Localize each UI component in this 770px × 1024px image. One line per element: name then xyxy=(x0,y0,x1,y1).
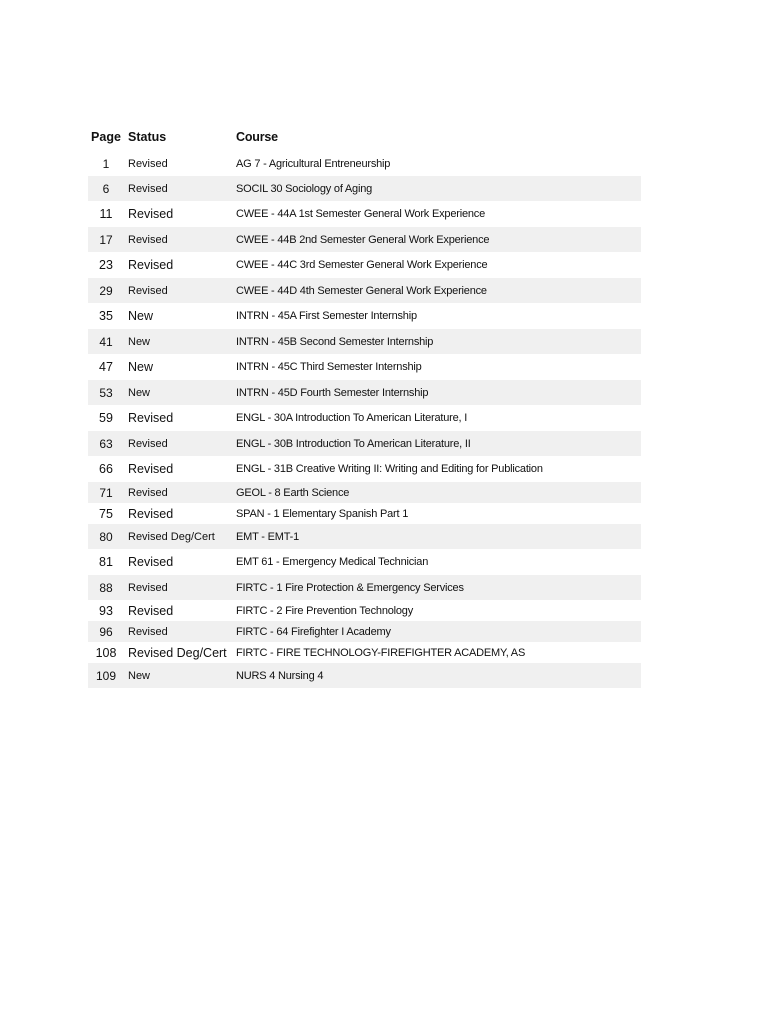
row-course: CWEE - 44D 4th Semester General Work Experience xyxy=(236,284,487,297)
row-status: Revised xyxy=(128,207,174,221)
row-status: Revised xyxy=(128,233,168,246)
row-page: 75 xyxy=(99,506,113,521)
table-row xyxy=(88,524,641,549)
table-row xyxy=(88,354,641,380)
header-page: Page xyxy=(91,130,121,144)
row-course: ENGL - 31B Creative Writing II: Writing and Editing for Publication xyxy=(236,463,543,475)
row-course: FIRTC - 2 Fire Prevention Technology xyxy=(236,604,414,617)
table-row xyxy=(88,621,641,642)
row-course: INTRN - 45A First Semester Internship xyxy=(236,310,417,322)
row-course: CWEE - 44A 1st Semester General Work Experience xyxy=(236,208,485,220)
row-page: 80 xyxy=(99,529,113,544)
row-course: EMT - EMT-1 xyxy=(236,530,299,543)
row-status: New xyxy=(128,669,151,682)
table-row xyxy=(88,431,641,456)
table-row xyxy=(88,503,641,524)
row-page: 23 xyxy=(99,258,113,272)
row-status: Revised Deg/Cert xyxy=(128,530,215,543)
row-page: 35 xyxy=(99,309,113,323)
row-status: New xyxy=(128,309,154,323)
header-status: Status xyxy=(128,130,167,144)
row-course: FIRTC - 64 Firefighter I Academy xyxy=(236,625,391,638)
row-page: 108 xyxy=(95,645,117,660)
row-page: 6 xyxy=(102,181,110,196)
row-status: Revised xyxy=(128,603,174,618)
row-course: ENGL - 30A Introduction To American Literature, I xyxy=(236,412,468,424)
table-row xyxy=(88,482,641,503)
row-page: 59 xyxy=(99,411,113,425)
row-course: FIRTC - FIRE TECHNOLOGY-FIREFIGHTER ACADEMY, AS xyxy=(236,646,526,659)
row-course: INTRN - 45C Third Semester Internship xyxy=(236,361,422,373)
row-page: 81 xyxy=(99,555,113,569)
table-row xyxy=(88,549,641,575)
row-course: INTRN - 45D Fourth Semester Internship xyxy=(236,386,429,399)
table-row xyxy=(88,600,641,621)
table-row xyxy=(88,575,641,600)
table-row xyxy=(88,663,641,688)
row-status: Revised xyxy=(128,462,174,476)
row-course: ENGL - 30B Introduction To American Literature, II xyxy=(236,437,471,450)
row-course: NURS 4 Nursing 4 xyxy=(236,669,324,682)
row-status: Revised xyxy=(128,258,174,272)
row-course: INTRN - 45B Second Semester Internship xyxy=(236,335,434,348)
row-status: Revised xyxy=(128,284,168,297)
row-page: 63 xyxy=(99,436,113,451)
table-row xyxy=(88,329,641,354)
row-course: EMT 61 - Emergency Medical Technician xyxy=(236,556,429,568)
row-status: Revised xyxy=(128,411,174,425)
row-course: FIRTC - 1 Fire Protection & Emergency Services xyxy=(236,581,464,594)
row-course: SOCIL 30 Sociology of Aging xyxy=(236,182,373,195)
header-course: Course xyxy=(236,130,278,144)
table-row xyxy=(88,152,641,176)
row-status: Revised Deg/Cert xyxy=(128,645,227,660)
row-page: 66 xyxy=(99,462,113,476)
course-status-table xyxy=(88,126,641,688)
row-status: Revised xyxy=(128,625,168,638)
table-row xyxy=(88,201,641,227)
row-status: Revised xyxy=(128,158,168,170)
row-page: 41 xyxy=(99,334,113,349)
table-row xyxy=(88,252,641,278)
table-row xyxy=(88,303,641,329)
row-status: New xyxy=(128,360,154,374)
row-page: 11 xyxy=(99,207,113,221)
row-page: 71 xyxy=(99,485,113,500)
row-status: Revised xyxy=(128,581,168,594)
row-page: 1 xyxy=(102,157,110,171)
table-row xyxy=(88,642,641,663)
row-status: New xyxy=(128,386,151,399)
row-course: SPAN - 1 Elementary Spanish Part 1 xyxy=(236,507,409,520)
row-page: 109 xyxy=(95,668,117,683)
table-row xyxy=(88,380,641,405)
table-row xyxy=(88,456,641,482)
row-page: 17 xyxy=(99,232,113,247)
table-row xyxy=(88,405,641,431)
row-status: New xyxy=(128,335,151,348)
table-header xyxy=(88,126,641,148)
row-status: Revised xyxy=(128,437,168,450)
row-page: 96 xyxy=(99,624,113,639)
row-course: GEOL - 8 Earth Science xyxy=(236,486,350,499)
row-status: Revised xyxy=(128,506,174,521)
row-page: 88 xyxy=(99,580,113,595)
table-row xyxy=(88,278,641,303)
table-row xyxy=(88,227,641,252)
row-page: 53 xyxy=(99,385,113,400)
row-page: 93 xyxy=(99,603,113,618)
row-page: 47 xyxy=(99,360,113,374)
row-course: CWEE - 44C 3rd Semester General Work Experience xyxy=(236,259,488,271)
row-status: Revised xyxy=(128,182,168,195)
row-course: CWEE - 44B 2nd Semester General Work Experience xyxy=(236,233,490,246)
row-status: Revised xyxy=(128,555,174,569)
row-course: AG 7 - Agricultural Entreneurship xyxy=(236,158,391,170)
row-status: Revised xyxy=(128,486,168,499)
row-page: 29 xyxy=(99,283,113,298)
table-row xyxy=(88,176,641,201)
